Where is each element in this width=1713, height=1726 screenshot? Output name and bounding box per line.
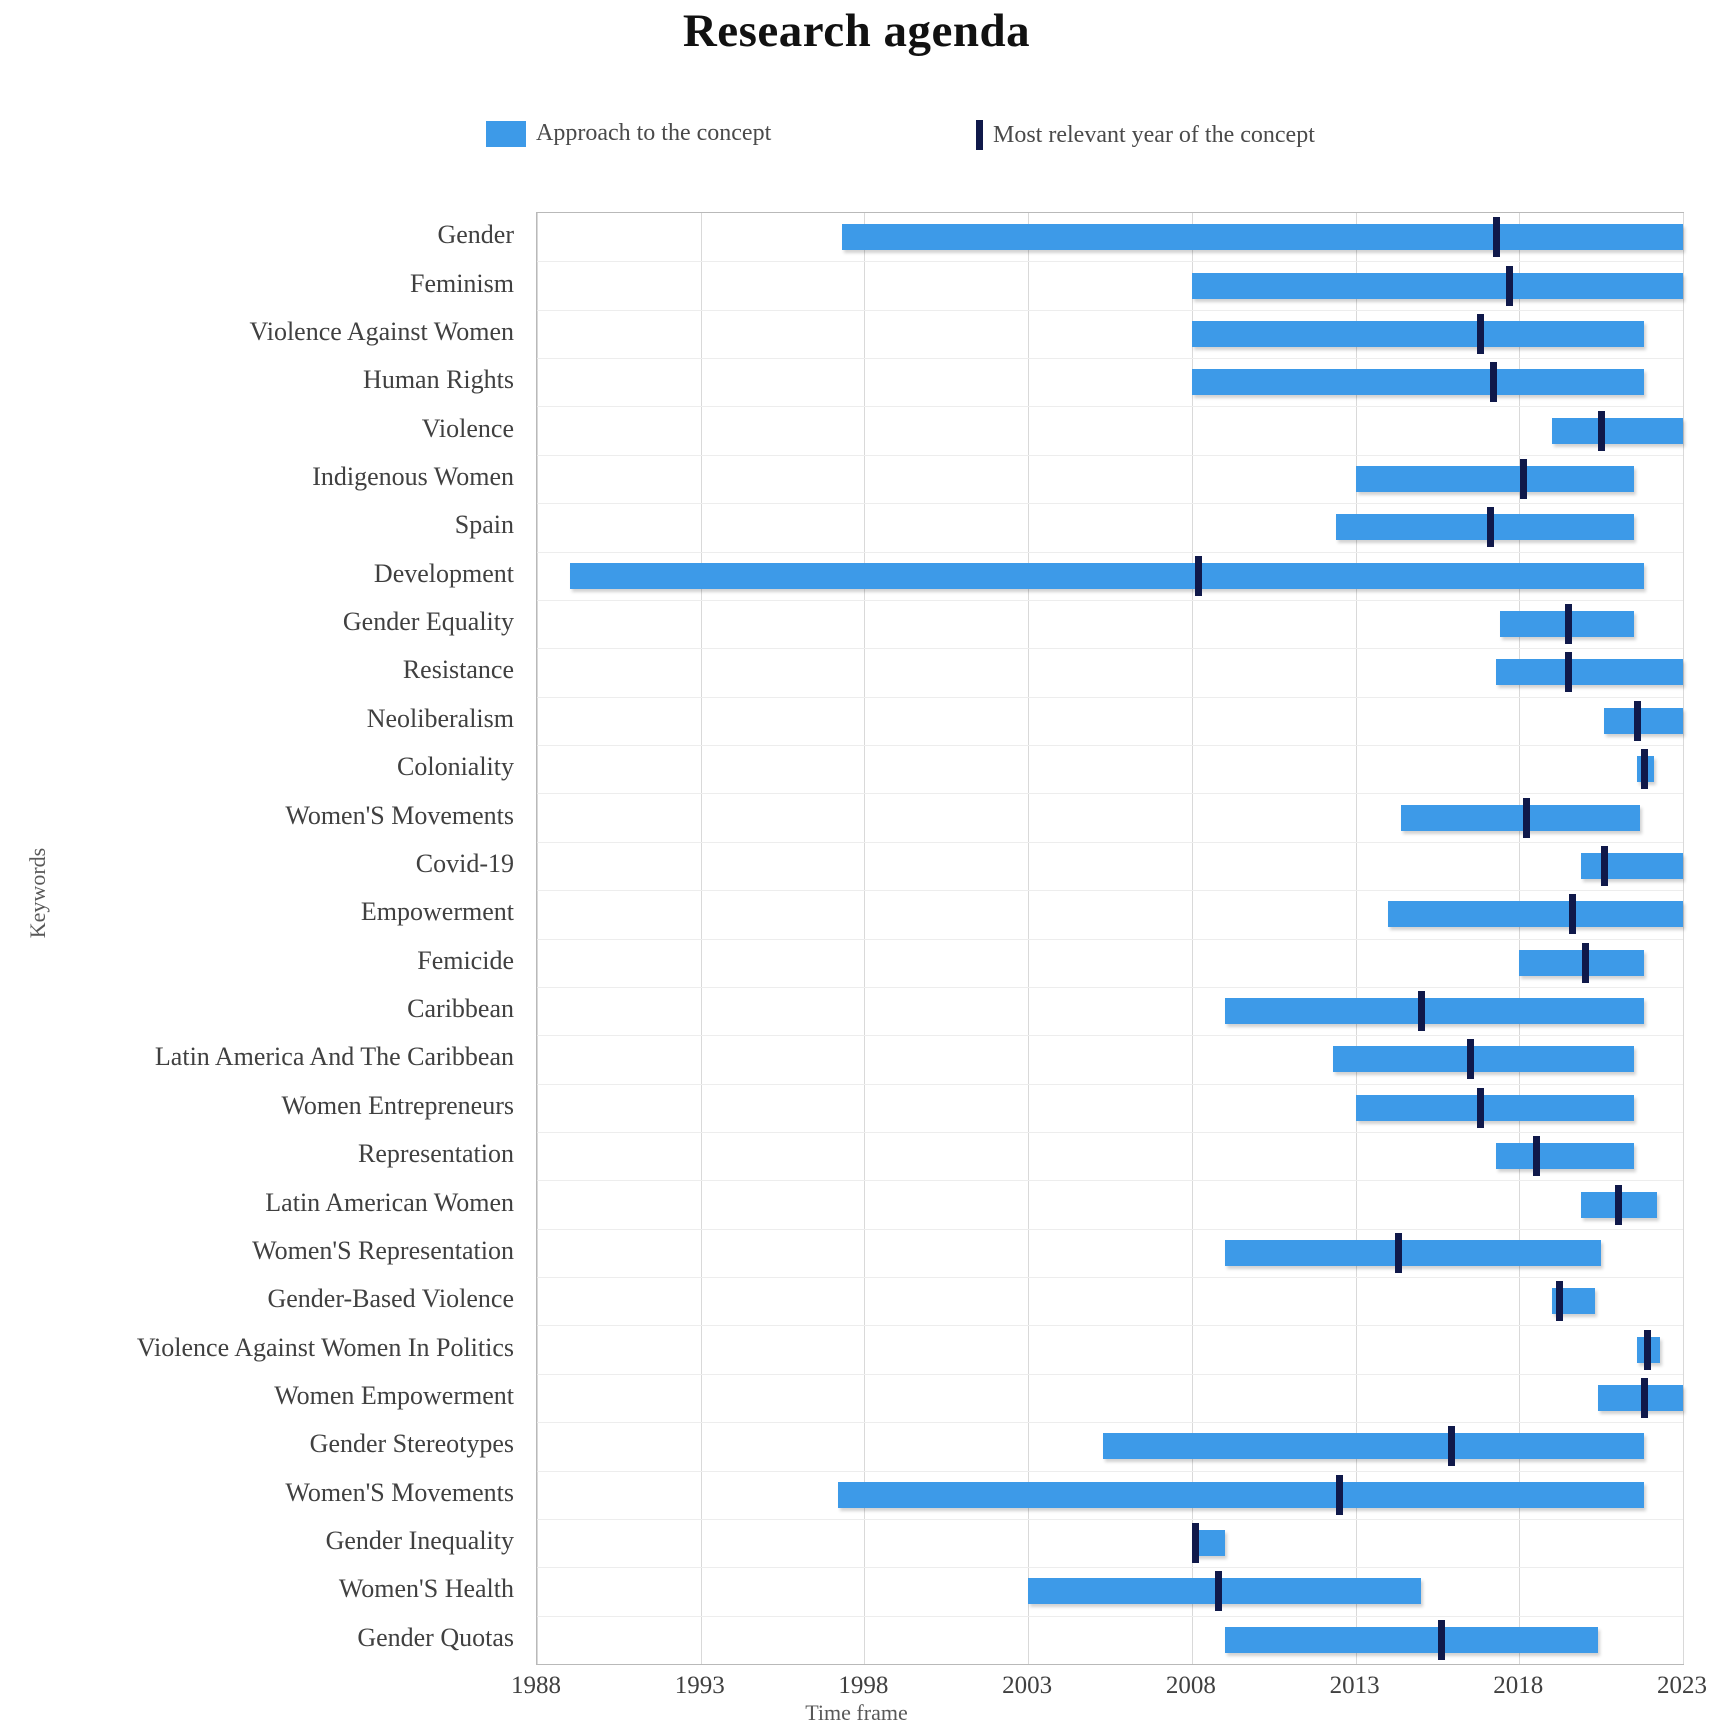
peak-year-marker bbox=[1467, 1039, 1474, 1079]
peak-year-marker bbox=[1493, 217, 1500, 257]
bar-row bbox=[537, 1422, 1683, 1470]
peak-year-marker bbox=[1644, 1330, 1651, 1370]
bar-row bbox=[537, 1471, 1683, 1519]
x-axis-title: Time frame bbox=[805, 1700, 908, 1725]
y-axis-tick-label: Violence Against Women In Politics bbox=[136, 1332, 514, 1362]
peak-year-marker bbox=[1336, 1475, 1343, 1515]
x-axis-tick-label: 2003 bbox=[1002, 1672, 1053, 1699]
timeline-bar bbox=[1192, 273, 1683, 299]
y-axis-labels bbox=[0, 212, 528, 1665]
y-axis-tick-label: Women'S Representation bbox=[252, 1235, 514, 1265]
timeline-bar bbox=[1103, 1433, 1643, 1459]
peak-year-marker bbox=[1395, 1233, 1402, 1273]
bar-row bbox=[537, 262, 1683, 310]
legend-item-approach bbox=[486, 120, 771, 147]
y-axis-tick-label: Gender Quotas bbox=[357, 1622, 514, 1652]
peak-year-marker bbox=[1641, 1378, 1648, 1418]
bar-row bbox=[537, 794, 1683, 842]
bar-row bbox=[537, 552, 1683, 600]
y-axis-tick-label: Representation bbox=[358, 1139, 514, 1169]
y-axis-tick-label: Empowerment bbox=[360, 897, 514, 927]
peak-year-marker bbox=[1601, 846, 1608, 886]
timeline-bar bbox=[1192, 369, 1644, 395]
y-axis-tick-label: Latin American Women bbox=[265, 1187, 514, 1217]
peak-year-marker bbox=[1192, 1523, 1199, 1563]
peak-year-marker bbox=[1448, 1426, 1455, 1466]
timeline-bar bbox=[1604, 708, 1683, 734]
bar-row bbox=[537, 1326, 1683, 1374]
bar-row bbox=[537, 1229, 1683, 1277]
y-axis-tick-label: Covid-19 bbox=[415, 848, 514, 878]
peak-year-marker bbox=[1520, 459, 1527, 499]
legend-mark-swatch-icon bbox=[976, 120, 983, 150]
peak-year-marker bbox=[1533, 1136, 1540, 1176]
bar-row bbox=[537, 939, 1683, 987]
timeline-bar bbox=[1225, 1627, 1598, 1653]
y-axis-tick-label: Spain bbox=[454, 510, 514, 540]
chart-legend bbox=[486, 120, 1336, 156]
y-axis-tick-label: Gender-Based Violence bbox=[267, 1284, 514, 1314]
y-axis-tick-label: Feminism bbox=[409, 268, 514, 298]
peak-year-marker bbox=[1487, 507, 1494, 547]
y-axis-tick-label: Indigenous Women bbox=[312, 462, 514, 492]
timeline-bar bbox=[1356, 466, 1634, 492]
timeline-bar bbox=[838, 1482, 1643, 1508]
y-axis-tick-label: Violence bbox=[421, 413, 514, 443]
timeline-bar bbox=[1552, 418, 1683, 444]
y-axis-tick-label: Gender bbox=[437, 220, 514, 250]
y-axis-tick-label: Gender Equality bbox=[342, 607, 514, 637]
y-axis-tick-label: Latin America And The Caribbean bbox=[154, 1042, 514, 1072]
timeline-bar bbox=[1225, 998, 1644, 1024]
bar-row bbox=[537, 1519, 1683, 1567]
peak-year-marker bbox=[1523, 798, 1530, 838]
y-axis-tick-label: Human Rights bbox=[363, 365, 514, 395]
timeline-bar bbox=[842, 224, 1683, 250]
x-axis-tick-label: 2008 bbox=[1165, 1672, 1216, 1699]
bar-row bbox=[537, 407, 1683, 455]
y-axis-tick-label: Neoliberalism bbox=[366, 703, 514, 733]
peak-year-marker bbox=[1598, 411, 1605, 451]
legend-item-peak-year bbox=[976, 120, 1315, 150]
peak-year-marker bbox=[1569, 894, 1576, 934]
peak-year-marker bbox=[1195, 556, 1202, 596]
bar-row bbox=[537, 1181, 1683, 1229]
gridline-2023 bbox=[1683, 213, 1684, 1664]
page-title: Research agenda bbox=[682, 5, 1031, 57]
bar-row bbox=[537, 1277, 1683, 1325]
peak-year-marker bbox=[1438, 1620, 1445, 1660]
peak-year-marker bbox=[1490, 362, 1497, 402]
peak-year-marker bbox=[1556, 1281, 1563, 1321]
bar-row bbox=[537, 1084, 1683, 1132]
y-axis-tick-label: Women'S Movements bbox=[285, 1477, 514, 1507]
bar-row bbox=[537, 1132, 1683, 1180]
timeline-bar bbox=[570, 563, 1644, 589]
legend-label-peak-year: Most relevant year of the concept bbox=[993, 121, 1315, 148]
x-axis-tick-label: 2023 bbox=[1657, 1672, 1707, 1699]
x-axis-tick-label: 1998 bbox=[838, 1672, 889, 1699]
y-axis-tick-label: Development bbox=[373, 558, 514, 588]
peak-year-marker bbox=[1565, 604, 1572, 644]
timeline-bar bbox=[1225, 1240, 1602, 1266]
timeline-bar bbox=[1336, 514, 1634, 540]
timeline-bar bbox=[1028, 1578, 1421, 1604]
bar-row bbox=[537, 600, 1683, 648]
peak-year-marker bbox=[1418, 991, 1425, 1031]
peak-year-marker bbox=[1634, 701, 1641, 741]
timeline-bar bbox=[1496, 659, 1683, 685]
bar-row bbox=[537, 890, 1683, 938]
peak-year-marker bbox=[1215, 1571, 1222, 1611]
bar-row bbox=[537, 648, 1683, 696]
x-axis-tick-label: 1988 bbox=[511, 1672, 561, 1699]
x-axis-tick-label: 1993 bbox=[674, 1672, 725, 1699]
y-axis-tick-label: Women'S Movements bbox=[285, 800, 514, 830]
timeline-bar bbox=[1388, 901, 1683, 927]
y-axis-tick-label: Gender Stereotypes bbox=[309, 1429, 514, 1459]
y-axis-tick-label: Women Empowerment bbox=[274, 1380, 514, 1410]
bar-row bbox=[537, 1035, 1683, 1083]
y-axis-tick-label: Caribbean bbox=[407, 994, 514, 1024]
peak-year-marker bbox=[1477, 314, 1484, 354]
bar-row bbox=[537, 1567, 1683, 1615]
bar-row bbox=[537, 358, 1683, 406]
y-axis-tick-label: Women Entrepreneurs bbox=[281, 1090, 514, 1120]
peak-year-marker bbox=[1615, 1185, 1622, 1225]
y-axis-tick-label: Gender Inequality bbox=[325, 1526, 514, 1556]
x-axis-tick-label: 2013 bbox=[1329, 1672, 1380, 1699]
peak-year-marker bbox=[1582, 943, 1589, 983]
timeline-bar bbox=[1401, 805, 1640, 831]
bar-row bbox=[537, 213, 1683, 261]
y-axis-tick-label: Femicide bbox=[417, 945, 514, 975]
timeline-bar bbox=[1192, 321, 1644, 347]
y-axis-tick-label: Women'S Health bbox=[338, 1574, 514, 1604]
bar-row bbox=[537, 310, 1683, 358]
timeline-bar bbox=[1496, 1143, 1634, 1169]
peak-year-marker bbox=[1506, 266, 1513, 306]
bar-row bbox=[537, 455, 1683, 503]
legend-label-approach: Approach to the concept bbox=[536, 120, 772, 146]
bar-row bbox=[537, 1374, 1683, 1422]
bar-row bbox=[537, 987, 1683, 1035]
bar-row bbox=[537, 697, 1683, 745]
bar-row bbox=[537, 1616, 1683, 1664]
y-axis-tick-label: Resistance bbox=[402, 655, 514, 685]
bar-row bbox=[537, 503, 1683, 551]
peak-year-marker bbox=[1565, 652, 1572, 692]
timeline-bar bbox=[1333, 1046, 1634, 1072]
y-axis-tick-label: Coloniality bbox=[397, 752, 514, 782]
y-axis-tick-label: Violence Against Women bbox=[249, 316, 514, 346]
x-axis-tick-label: 2018 bbox=[1493, 1672, 1544, 1699]
legend-bar-swatch-icon bbox=[486, 121, 526, 147]
timeline-bar bbox=[1581, 853, 1683, 879]
bar-row bbox=[537, 745, 1683, 793]
y-axis-title: Keywords bbox=[25, 847, 50, 939]
peak-year-marker bbox=[1477, 1088, 1484, 1128]
plot-area bbox=[536, 212, 1684, 1665]
peak-year-marker bbox=[1641, 749, 1648, 789]
timeline-bar bbox=[1356, 1095, 1634, 1121]
bar-row bbox=[537, 842, 1683, 890]
